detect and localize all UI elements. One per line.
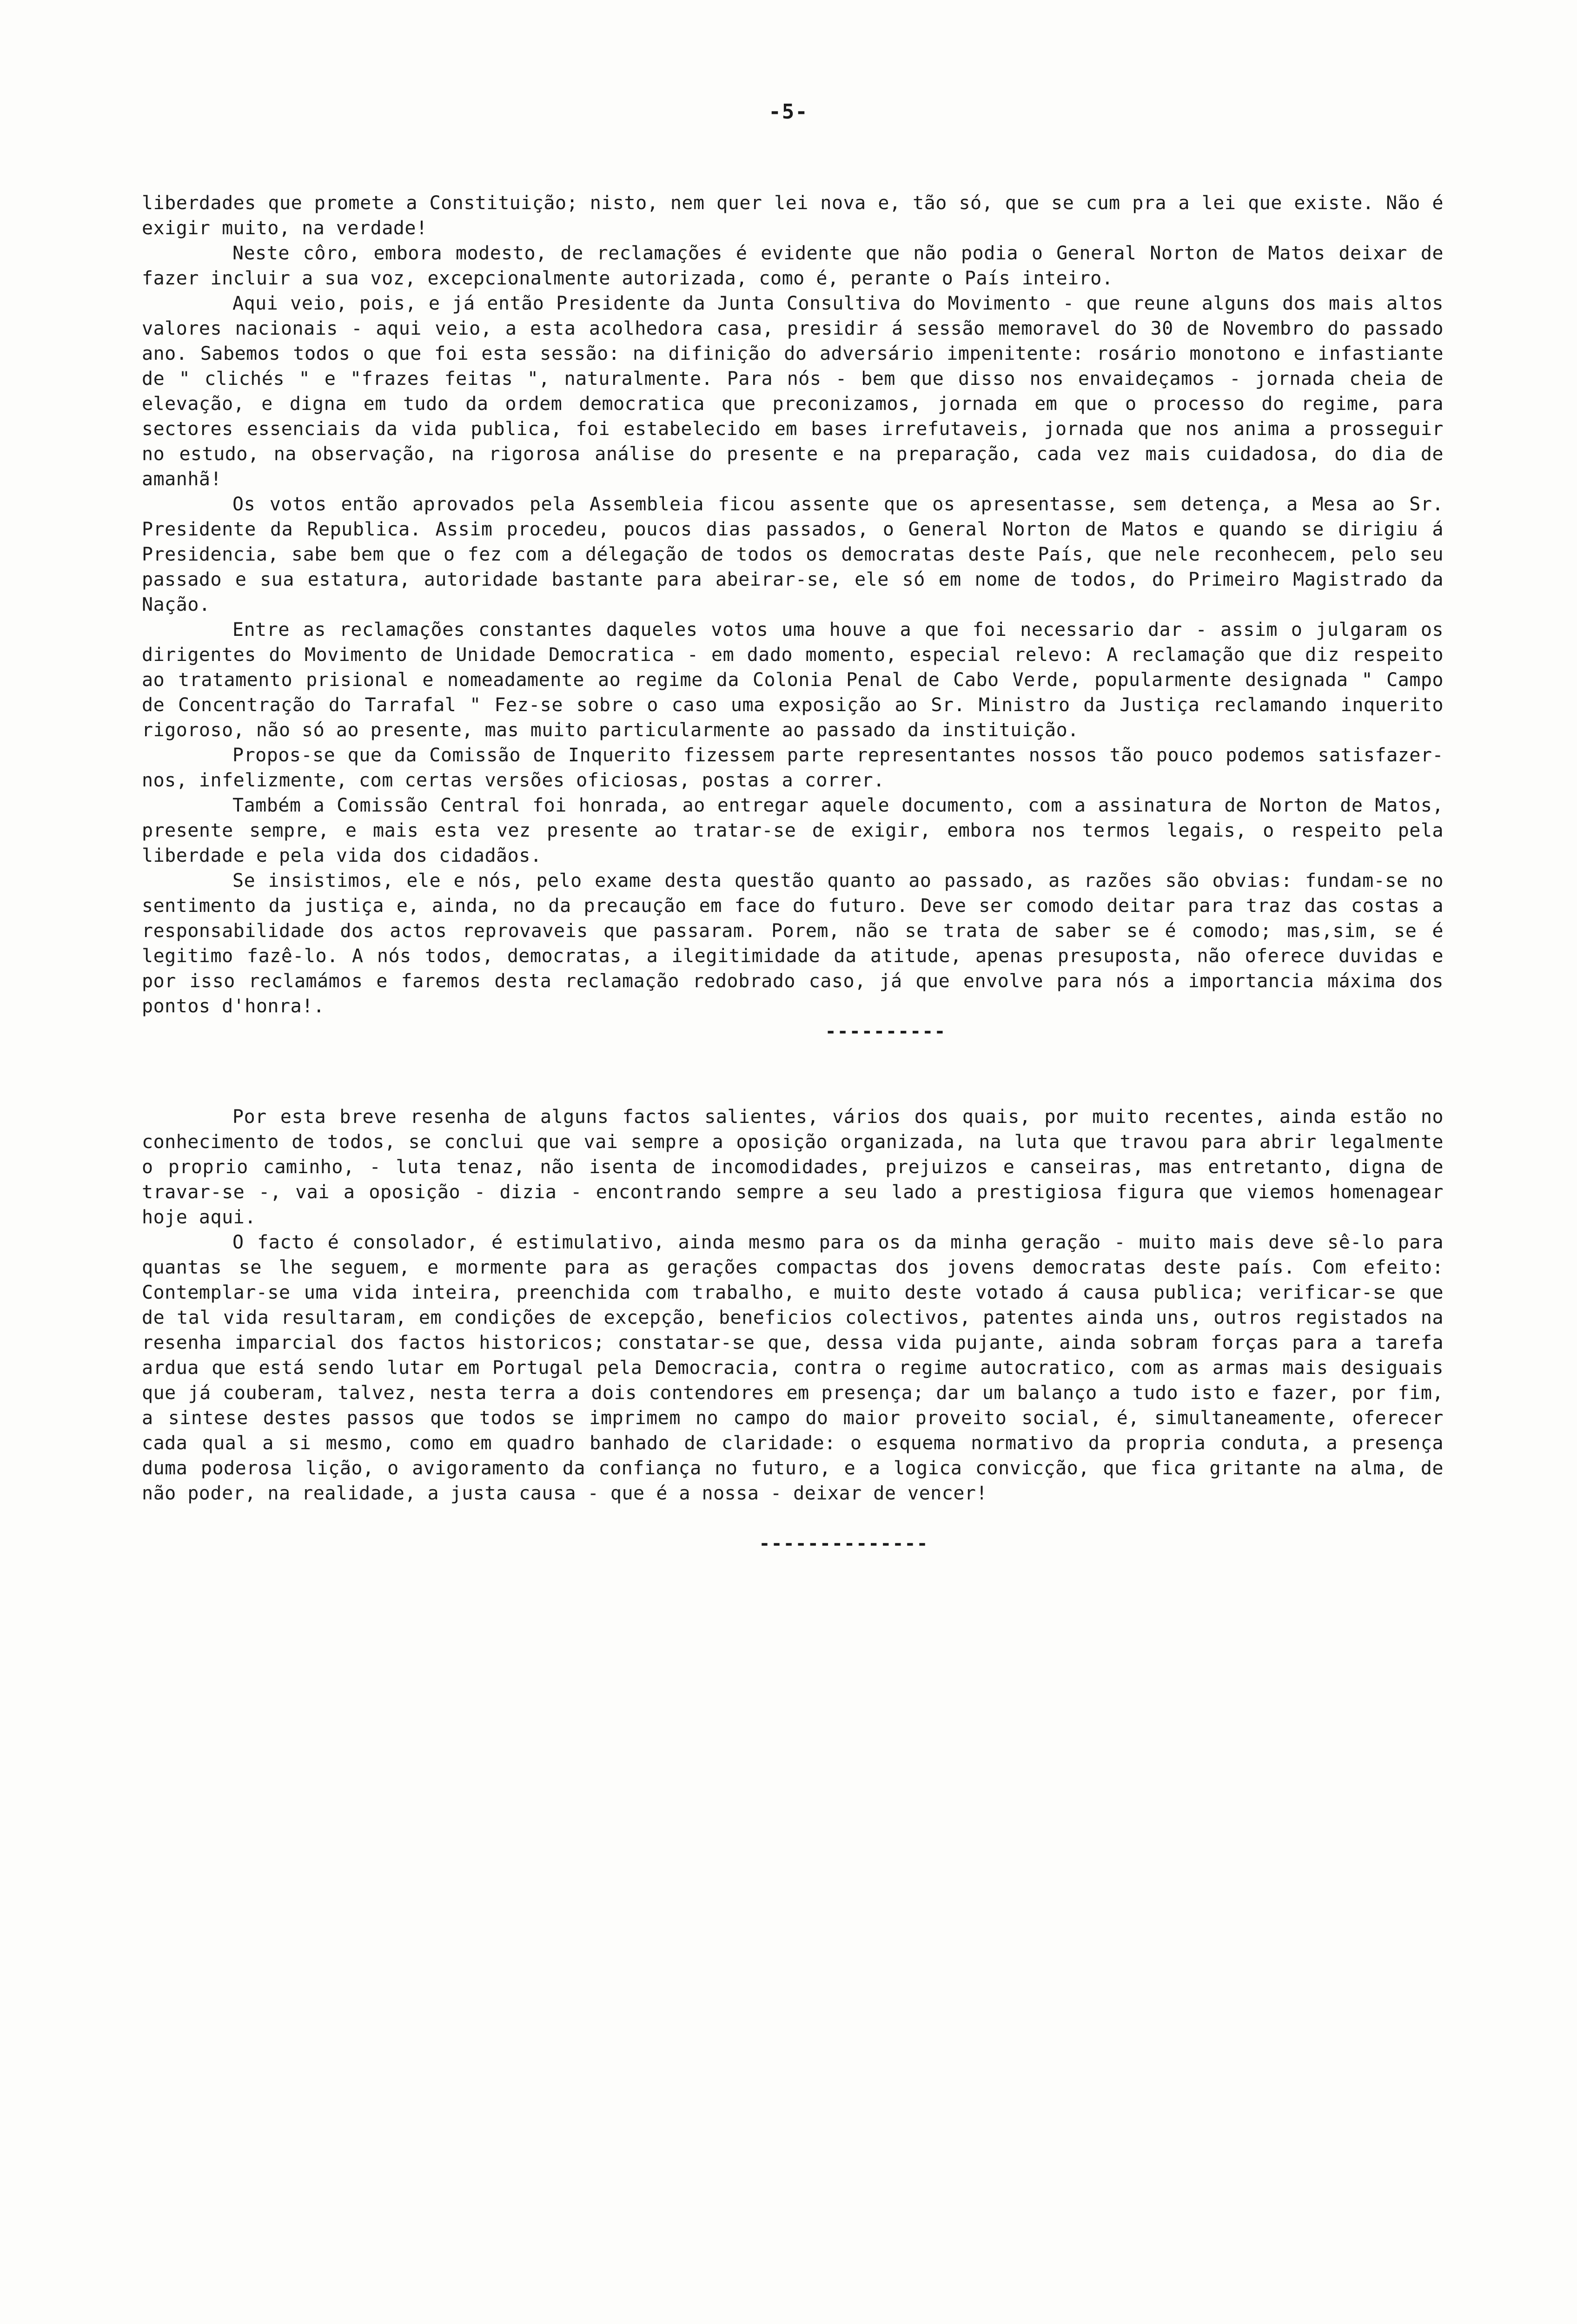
paragraph: liberdades que promete a Constituição; nisto, nem quer lei nova e, tão só, que se cum pra a lei que existe. Não é exigir muito, na verdade!: [142, 192, 1444, 239]
page-number: -5-: [769, 100, 808, 124]
paragraph: Também a Comissão Central foi honrada, ao entregar aquele documento, com a assinatura de Norton de Matos, presente sempre, e mais esta vez presente ao tratar-se de exigir, embora nos termos legais, o respeito pela liberdade e pela vida dos cidadãos.: [142, 795, 1444, 866]
paragraph: Entre as reclamações constantes daqueles votos uma houve a que foi necessario dar - assim o julgaram os dirigentes do Movimento de Unidade Democratica - em dado momento, especial relevo: A reclamação que diz respeito ao tratamento prisional e nomeadamente ao regime da Colonia Penal de Cabo Verde, popularmente designada " Campo de Concentração do Tarrafal " Fez-se sobre o caso uma exposição ao Sr. Ministro da Justiça reclamando inquerito rigoroso, não só ao presente, mas muito particularmente ao passado da instituição.: [142, 619, 1444, 741]
paragraph: Se insistimos, ele e nós, pelo exame desta questão quanto ao passado, as razões são obvias: fundam-se no sentimento da justiça e, ainda, no da precaução em face do futuro. Deve ser comodo deitar para traz das costas a responsabilidade dos actos reprovaveis que passaram. Porem, não se trata de saber se é comodo; mas,sim, se é legitimo fazê-lo. A nós todos, democratas, a ilegitimidade da atitude, apenas presuposta, não oferece duvidas e por isso reclamámos e faremos desta reclamação redobrado caso, já que envolve para nós a importancia máxima dos pontos d'honra!.: [142, 870, 1444, 1017]
section-separator: ----------: [825, 1021, 947, 1042]
end-separator: --------------: [759, 1533, 929, 1554]
paragraph: Propos-se que da Comissão de Inquerito fizessem parte representantes nossos tão pouco podemos satisfazer-nos, infelizmente, com certas versões oficiosas, postas a correr.: [142, 745, 1444, 791]
section-gap: [142, 1506, 1444, 1531]
paragraph: Os votos então aprovados pela Assembleia ficou assente que os apresentasse, sem detença, a Mesa ao Sr. Presidente da Republica. Assim procedeu, poucos dias passados, o General Norton de Matos e quando se dirigiu á Presidencia, sabe bem que o fez com a délegação de todos os democratas deste País, que nele reconhecem, pelo seu passado e sua estatura, autoridade bastante para abeirar-se, ele só em nome de todos, do Primeiro Magistrado da Nação.: [142, 494, 1444, 615]
paragraph: Neste côro, embora modesto, de reclamações é evidente que não podia o General Norton de Matos deixar de fazer incluir a sua voz, excepcionalmente autorizada, como é, perante o País inteiro.: [142, 243, 1444, 289]
paragraph: Por esta breve resenha de alguns factos salientes, vários dos quais, por muito recentes, ainda estão no conhecimento de todos, se conclui que vai sempre a oposição organizada, na luta que travou para abrir legalmente o proprio caminho, - luta tenaz, não isenta de incomodidades, prejuizos e canseiras, mas entretanto, digna de travar-se -, vai a oposição - dizia - encontrando sempre a seu lado a prestigiosa figura que viemos homenagear hoje aqui.: [142, 1106, 1444, 1228]
paragraph: O facto é consolador, é estimulativo, ainda mesmo para os da minha geração - muito mais deve sê-lo para quantas se lhe seguem, e mormente para as gerações compactas dos jovens democratas deste país. Com efeito: Contemplar-se uma vida inteira, preenchida com trabalho, e muito deste votado á causa publica; verificar-se que de tal vida resultaram, em condições de excepção, beneficios colectivos, patentes ainda uns, outros registados na resenha imparcial dos factos historicos; constatar-se que, dessa vida pujante, ainda sobram forças para a tarefa ardua que está sendo lutar em Portugal pela Democracia, contra o regime autocratico, com as armas mais desiguais que já couberam, talvez, nesta terra a dois contendores em presença; dar um balanço a tudo isto e fazer, por fim, a sintese destes passos que todos se imprimem no campo do maior proveito social, é, simultaneamente, oferecer cada qual a si mesmo, como em quadro banhado de claridade: o esquema normativo da propria conduta, a presença duma poderosa lição, o avigoramento da confiança no futuro, e a logica convicção, que fica gritante na alma, de não poder, na realidade, a justa causa - que é a nossa - deixar de vencer!: [142, 1232, 1444, 1504]
paragraph: Aqui veio, pois, e já então Presidente da Junta Consultiva do Movimento - que reune alguns dos mais altos valores nacionais - aqui veio, a esta acolhedora casa, presidir á sessão memoravel do 30 de Novembro do passado ano. Sabemos todos o que foi esta sessão: na difinição do adversário impenitente: rosário monotono e infastiante de " clichés " e "frazes feitas ", naturalmente. Para nós - bem que disso nos envaideçamos - jornada cheia de elevação, e digna em tudo da ordem democratica que preconizamos, jornada em que o processo do regime, para sectores essenciais da vida publica, foi estabelecido em bases irrefutaveis, jornada que nos anima a prosseguir no estudo, na observação, na rigorosa análise do presente e na preparação, cada vez mais cuidadosa, do dia de amanhã!: [142, 293, 1444, 490]
section-gap: [142, 1044, 1444, 1104]
document-body: [142, 191, 1444, 1556]
